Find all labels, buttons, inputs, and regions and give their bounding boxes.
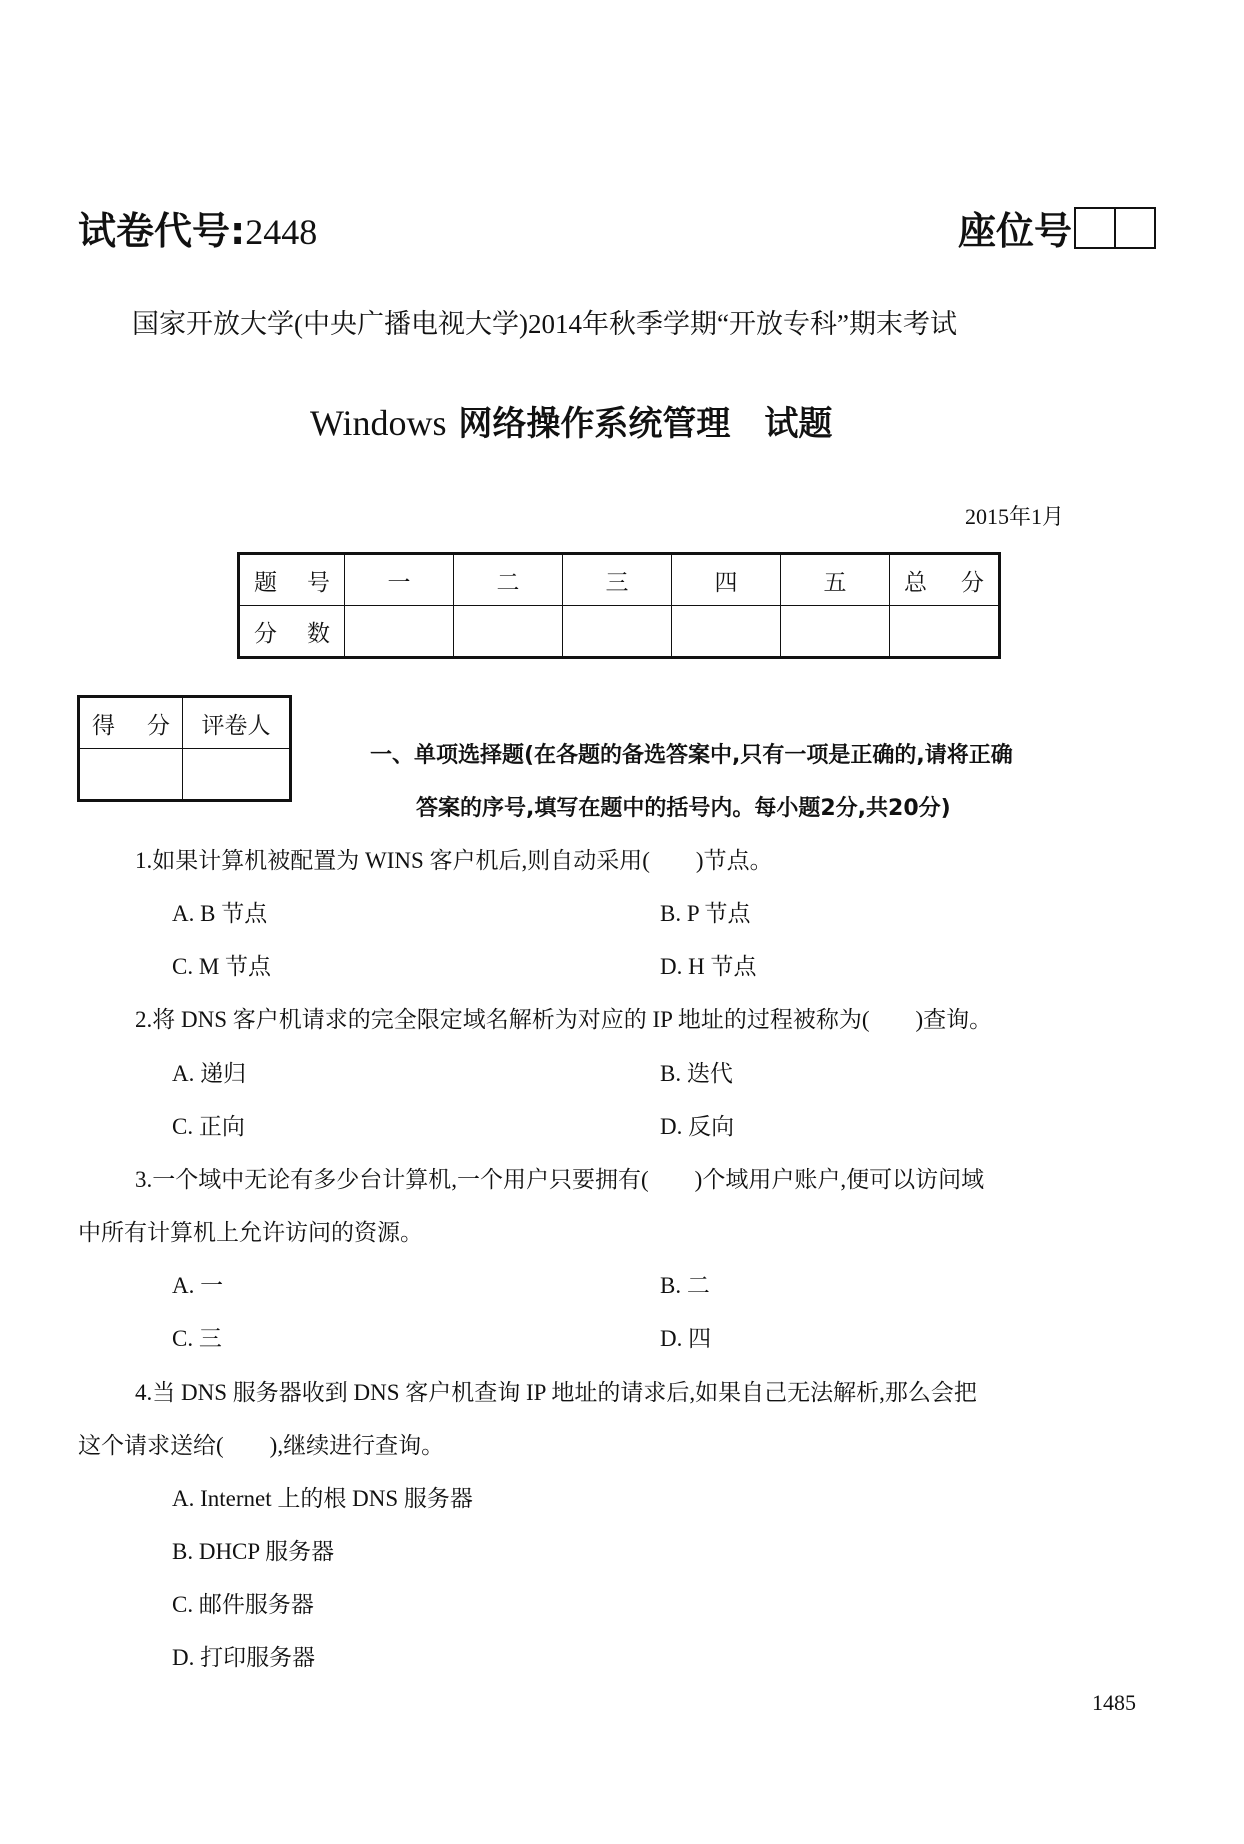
section-heading-line1: 一、单项选择题(在各题的备选答案中,只有一项是正确的,请将正确 — [370, 743, 1013, 768]
paper-code — [78, 200, 317, 255]
grader-score-label: 得 分 — [79, 697, 183, 749]
question-3-option-b: B. 二 — [660, 1273, 710, 1298]
section-header: 三 — [563, 554, 672, 606]
question-1: 1.如果计算机被配置为 WINS 客户机后,则自动采用( )节点。 — [135, 848, 773, 873]
section-header: 五 — [781, 554, 890, 606]
question-1-option-c: C. M 节点 — [172, 954, 272, 979]
question-4-option-b: B. DHCP 服务器 — [172, 1539, 335, 1564]
exam-title — [310, 396, 832, 445]
seat-number-cell[interactable] — [1076, 209, 1114, 247]
grader-name-label: 评卷人 — [183, 697, 291, 749]
question-3-line2: 中所有计算机上允许访问的资源。 — [78, 1220, 423, 1245]
question-4-option-d: D. 打印服务器 — [172, 1645, 316, 1670]
question-3-option-d: D. 四 — [660, 1326, 712, 1351]
score-cell[interactable] — [781, 606, 890, 658]
section-header: 二 — [454, 554, 563, 606]
score-label: 分 数 — [239, 606, 345, 658]
total-score-cell[interactable] — [890, 606, 1000, 658]
section-header: 四 — [672, 554, 781, 606]
paper-code-label: 试卷代号: — [78, 209, 246, 253]
score-cell[interactable] — [454, 606, 563, 658]
title-suffix: 试题 — [764, 404, 833, 444]
score-cell[interactable] — [672, 606, 781, 658]
seat-number-cell[interactable] — [1114, 209, 1154, 247]
question-2-option-d: D. 反向 — [660, 1114, 735, 1139]
score-table-header-row — [239, 554, 1000, 606]
question-4-option-c: C. 邮件服务器 — [172, 1592, 314, 1617]
question-1-option-a: A. B 节点 — [172, 901, 268, 926]
question-2-option-a: A. 递归 — [172, 1061, 247, 1086]
grader-box — [77, 695, 292, 802]
question-1-option-b: B. P 节点 — [660, 901, 751, 926]
grader-score-cell[interactable] — [79, 749, 183, 801]
paper-code-value: 2448 — [245, 212, 318, 252]
question-3-option-c: C. 三 — [172, 1326, 222, 1351]
exam-subtitle: 国家开放大学(中央广播电视大学)2014年秋季学期“开放专科”期末考试 — [132, 309, 957, 339]
seat-number — [958, 200, 1156, 255]
score-cell[interactable] — [563, 606, 672, 658]
title-english: Windows — [310, 403, 447, 443]
seat-number-box[interactable] — [1074, 207, 1156, 249]
question-3-line1: 3.一个域中无论有多少台计算机,一个用户只要拥有( )个域用户账户,便可以访问域 — [135, 1167, 985, 1192]
question-4-line1: 4.当 DNS 服务器收到 DNS 客户机查询 IP 地址的请求后,如果自己无法解析,那么会把 — [135, 1380, 977, 1405]
question-2-option-c: C. 正向 — [172, 1114, 245, 1139]
score-table-score-row — [239, 606, 1000, 658]
question-number-label: 题 号 — [239, 554, 345, 606]
question-1-option-d: D. H 节点 — [660, 954, 757, 979]
grader-name-cell[interactable] — [183, 749, 291, 801]
title-chinese: 网络操作系统管理 — [458, 404, 731, 444]
page-number: 1485 — [1092, 1690, 1136, 1715]
question-3-option-a: A. 一 — [172, 1273, 224, 1298]
seat-number-label: 座位号 — [958, 209, 1073, 253]
question-2: 2.将 DNS 客户机请求的完全限定域名解析为对应的 IP 地址的过程被称为( )查询。 — [135, 1007, 993, 1032]
question-2-option-b: B. 迭代 — [660, 1061, 733, 1086]
exam-date: 2015年1月 — [965, 504, 1065, 529]
question-4-line2: 这个请求送给( ),继续进行查询。 — [78, 1433, 445, 1458]
score-cell[interactable] — [345, 606, 454, 658]
section-header: 一 — [345, 554, 454, 606]
question-4-option-a: A. Internet 上的根 DNS 服务器 — [172, 1486, 473, 1511]
section-heading-line2: 答案的序号,填写在题中的括号内。每小题2分,共20分) — [416, 796, 951, 821]
score-table — [237, 552, 1001, 659]
total-score-label: 总 分 — [890, 554, 1000, 606]
